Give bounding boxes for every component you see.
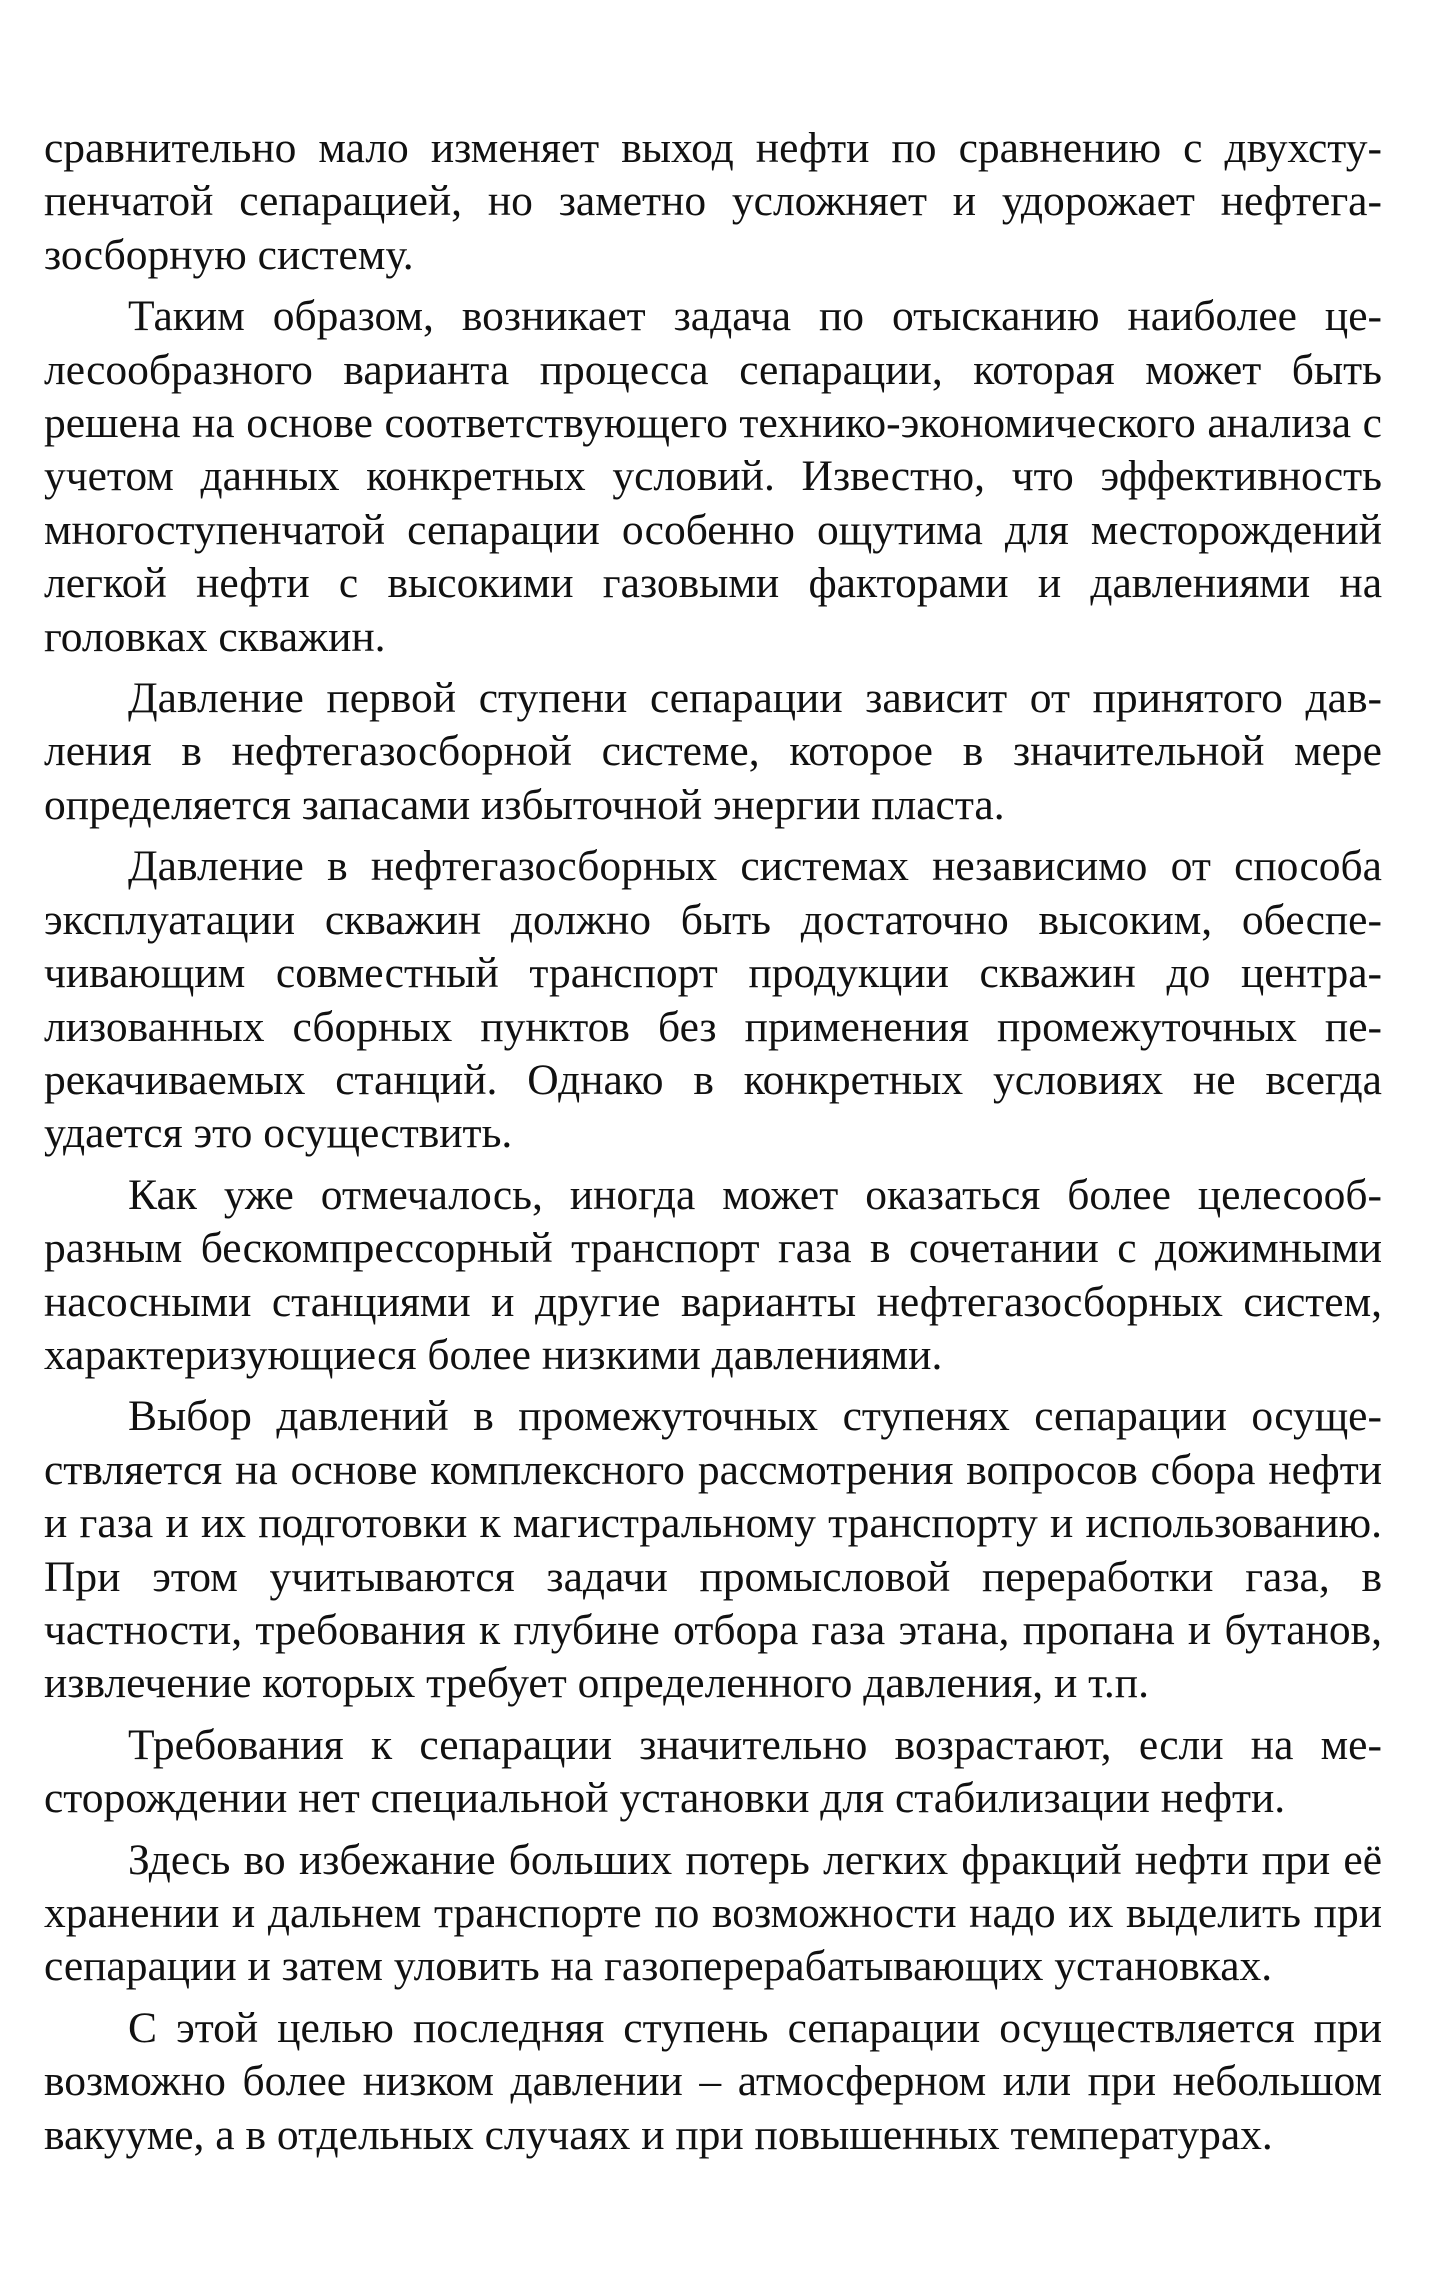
paragraph-9: С этой целью последняя ступень сепарации осуществляется при возможно более низком давлении – атмосферном или при небольшом вакууме, а в отдельных случаях и при повышенных температурах.	[44, 2003, 1382, 2159]
document-page	[44, 122, 1382, 2170]
paragraph-2: Таким образом, возникает задача по отысканию наиболее целесообразного варианта процесса сепарации, которая может быть решена на основе соответствующего технико-экономического анализа с учетом данных конкретных условий. Известно, что эффективность многоступенчатой сепарации особенно ощутима для месторождений легкой нефти с высокими газовыми факторами и давлениями на головках скважин.	[44, 292, 1382, 661]
paragraph-6: Выбор давлений в промежуточных ступенях сепарации осуществляется на основе комплексного рассмотрения вопросов сбора нефти и газа и их подготовки к магистральному транспорту и использованию. При этом учитываются задачи промысловой переработки газа, в частности, требования к глубине отбора газа этана, пропана и бутанов, извлечение которых требует определенного давления, и т.п.	[44, 1392, 1382, 1708]
paragraph-3: Давление первой ступени сепарации зависит от принятого давления в нефтегазосборной системе, которое в значительной мере определяется запасами избыточной энергии пласта.	[44, 674, 1382, 829]
paragraph-8: Здесь во избежание больших потерь легких фракций нефти при её хранении и дальнем транспорте по возможности надо их выделить при сепарации и затем уловить на газоперерабатывающих установках.	[44, 1835, 1382, 1991]
paragraph-4: Давление в нефтегазосборных системах независимо от способа эксплуатации скважин должно быть достаточно высоким, обеспечивающим совместный транспорт продукции скважин до централизованных сборных пунктов без применения промежуточных перекачиваемых станций. Однако в конкретных условиях не всегда удается это осуществить.	[44, 842, 1382, 1158]
paragraph-1: сравнительно мало изменяет выход нефти по сравнению с двухступенчатой сепарацией, но заметно усложняет и удорожает нефтегазосборную систему.	[44, 124, 1382, 279]
paragraph-7: Требования к сепарации значительно возрастают, если на месторождении нет специальной установки для стабилизации нефти.	[44, 1720, 1382, 1823]
paragraph-5: Как уже отмечалось, иногда может оказаться более целесообразным бескомпрессорный транспорт газа в сочетании с дожимными насосными станциями и другие варианты нефтегазосборных систем, характеризующиеся более низкими давлениями.	[44, 1170, 1382, 1379]
